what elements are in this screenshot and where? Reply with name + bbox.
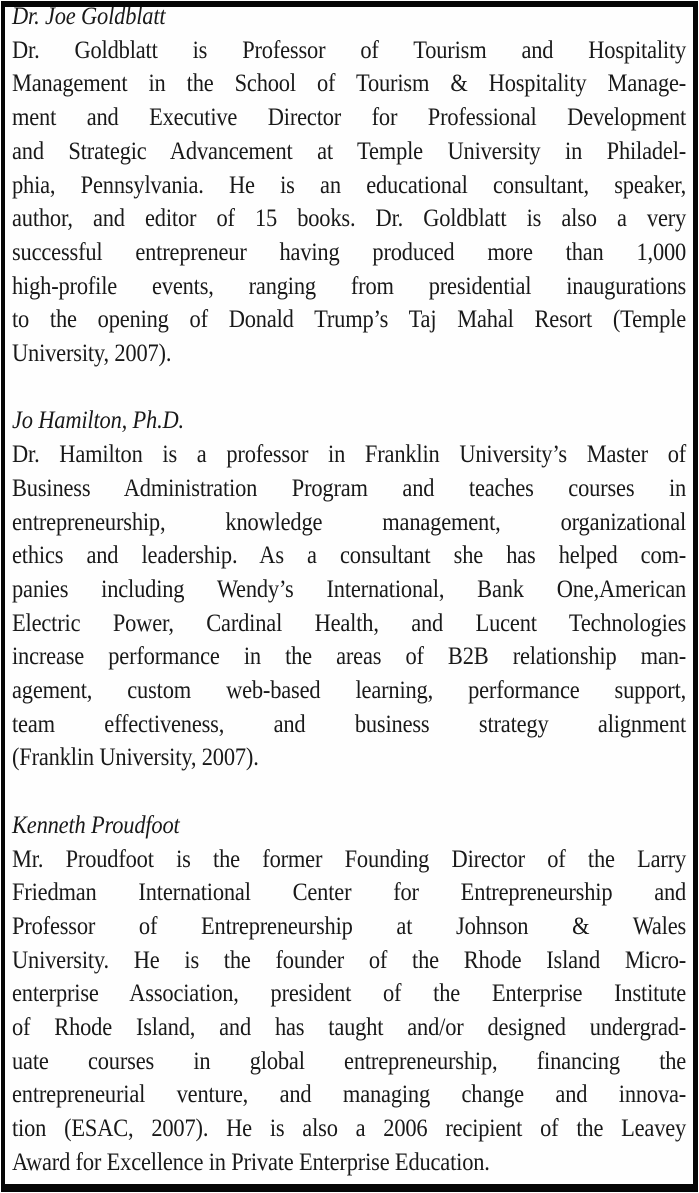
bio-name-heading: Jo Hamilton, Ph.D. (12, 405, 184, 435)
bio-text-line: entrepreneurial venture, and managing change and innova- (12, 1079, 687, 1109)
bio-text-line: successful entrepreneur having produced more than 1,000 (12, 236, 687, 266)
bio-name-heading: Kenneth Proudfoot (12, 809, 180, 839)
bio-text-line: team effectiveness, and business strategy alignment (12, 708, 687, 738)
bio-text-line: Mr. Proudfoot is the former Founding Director of the Larry (12, 843, 687, 873)
bio-text-line: entrepreneurship, knowledge management, organizational (12, 506, 687, 536)
bio-text-line: Dr. Hamilton is a professor in Franklin University’s Master of (12, 439, 687, 469)
bio-text-line: University. He is the founder of the Rhode Island Micro- (12, 944, 687, 974)
bio-section (12, 1, 686, 370)
bio-text-line: Award for Excellence in Private Enterprise Education. (12, 1146, 490, 1176)
bio-section (12, 808, 686, 1179)
bio-text-line: increase performance in the areas of B2B relationship man- (12, 641, 687, 671)
bio-text-line: uate courses in global entrepreneurship, financing the (12, 1045, 687, 1075)
bio-name-heading: Dr. Joe Goldblatt (12, 1, 166, 30)
bio-text-line: ethics and leadership. As a consultant she has helped com- (12, 540, 687, 570)
bio-text-line: Friedman International Center for Entrepreneurship and (12, 877, 687, 907)
page-frame (1, 1, 698, 1192)
bio-text-line: high-profile events, ranging from presidential inaugurations (12, 270, 687, 300)
bio-text-line: and Strategic Advancement at Temple University in Philadel- (12, 135, 687, 165)
bio-text-line: enterprise Association, president of the Enterprise Institute (12, 978, 687, 1008)
bio-text-line: panies including Wendy’s International, Bank One,American (12, 573, 687, 603)
bio-text-line: to the opening of Donald Trump’s Taj Mahal Resort (Temple (12, 304, 687, 334)
bio-text-line: author, and editor of 15 books. Dr. Goldblatt is also a very (12, 203, 687, 233)
bio-text-line: of Rhode Island, and has taught and/or designed undergrad- (12, 1012, 687, 1042)
bio-list (12, 1, 686, 1179)
bio-text-line: Management in the School of Tourism & Hospitality Manage- (12, 68, 687, 98)
bio-section (12, 403, 686, 774)
bio-text-line: agement, custom web-based learning, performance support, (12, 675, 687, 705)
bio-text-line: Dr. Goldblatt is Professor of Tourism and Hospitality (12, 34, 687, 64)
bio-text-line: University, 2007). (12, 338, 172, 368)
bio-text-line: tion (ESAC, 2007). He is also a 2006 recipient of the Leavey (12, 1113, 687, 1143)
bio-text-line: Electric Power, Cardinal Health, and Lucent Technologies (12, 607, 687, 637)
bio-text-line: phia, Pennsylvania. He is an educational consultant, speaker, (12, 169, 687, 199)
bio-text-line: ment and Executive Director for Professional Development (12, 102, 687, 132)
bio-text-line: Professor of Entrepreneurship at Johnson & Wales (12, 910, 687, 940)
bio-text-line: Business Administration Program and teaches courses in (12, 472, 687, 502)
bio-text-line: (Franklin University, 2007). (12, 742, 259, 772)
